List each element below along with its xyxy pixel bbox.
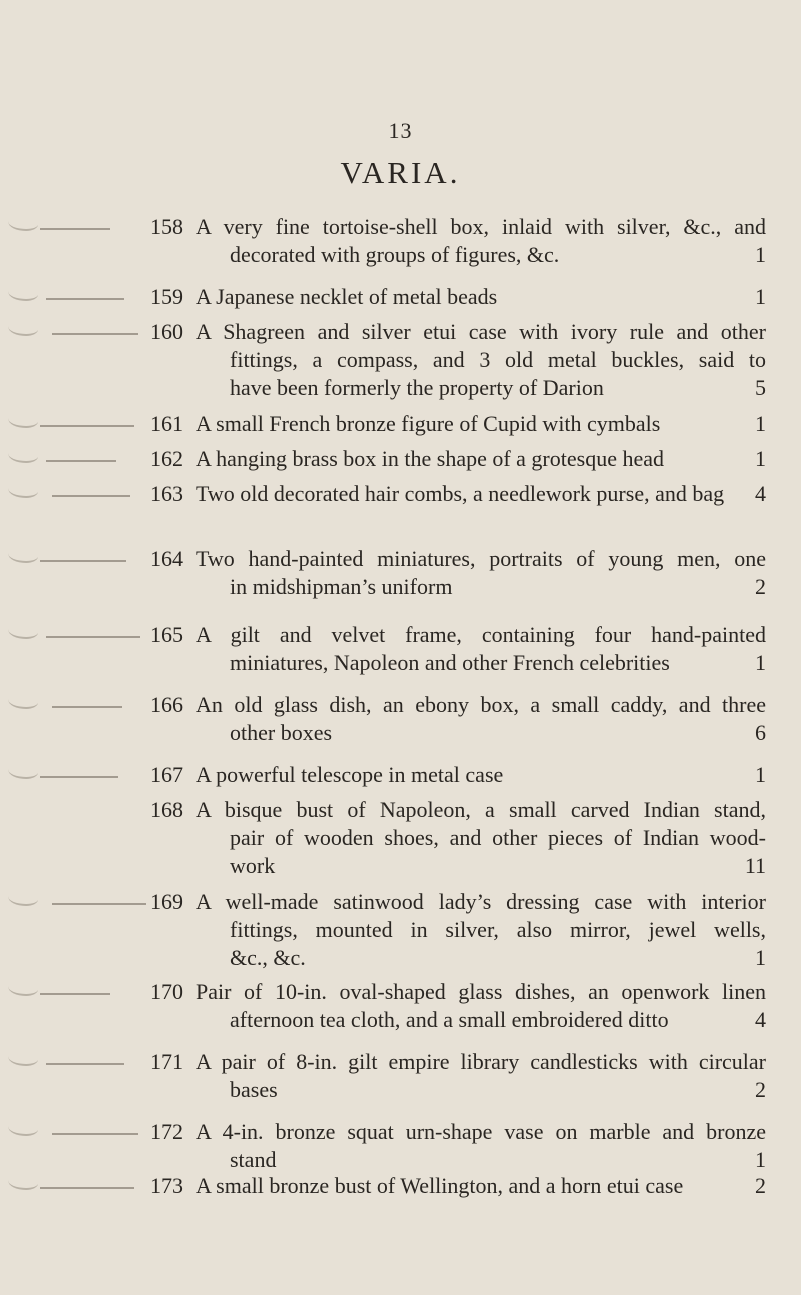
lot-description-line — [196, 888, 766, 916]
lot-description — [196, 318, 766, 402]
lot-description-text: A Shagreen and silver etui case with ivory rule and other — [196, 319, 766, 344]
lot-description-text: other boxes — [230, 720, 333, 745]
lot-description-text: Two old decorated hair combs, a needlework purse, and bag — [196, 481, 725, 506]
lot-description-line — [196, 761, 766, 789]
lot-description-text: decorated with groups of figures, &c. — [230, 242, 560, 267]
lot-description — [196, 1118, 766, 1174]
lot-number: 166 — [150, 692, 183, 717]
lot-description-line — [196, 621, 766, 649]
lot-number: 164 — [150, 546, 183, 571]
lot-quantity: 11 — [744, 853, 766, 878]
lot-description-line — [196, 1146, 766, 1174]
lot-description-line — [196, 719, 766, 747]
lot-description-text: stand — [230, 1147, 277, 1172]
pencil-scribble — [8, 1050, 38, 1066]
pencil-scribble — [8, 980, 38, 996]
lot-description — [196, 1172, 766, 1200]
lot-description-line — [196, 283, 766, 311]
pencil-mark — [52, 495, 130, 497]
pencil-scribble — [8, 547, 38, 563]
pencil-mark — [46, 298, 124, 300]
lot-description-line — [196, 1006, 766, 1034]
lot-description-line — [196, 916, 766, 944]
lot-quantity: 5 — [755, 375, 766, 400]
pencil-mark — [46, 636, 140, 638]
pencil-mark — [40, 1187, 134, 1189]
lot-description-text: A 4-in. bronze squat urn-shape vase on marble and bronze — [196, 1119, 766, 1144]
lot-description-text: A gilt and velvet frame, containing four hand-painted — [196, 622, 766, 647]
lot-quantity: 1 — [755, 284, 766, 309]
lot-description-line — [196, 573, 766, 601]
lot-description-text: A bisque bust of Napoleon, a small carved Indian stand, — [196, 797, 766, 822]
lot-description-text: pair of wooden shoes, and other pieces of Indian wood- — [230, 825, 766, 850]
lot-description-text: A well-made satinwood lady’s dressing case with interior — [196, 889, 766, 914]
lot-description-text: fittings, a compass, and 3 old metal buckles, said to — [230, 347, 766, 372]
lot-quantity: 2 — [755, 574, 766, 599]
lot-quantity: 1 — [755, 1147, 766, 1172]
lot-description-line — [196, 1118, 766, 1146]
lot-number: 167 — [150, 762, 183, 787]
lot-description-text: &c., &c. — [230, 945, 306, 970]
lot-description-line — [196, 852, 766, 880]
pencil-mark — [40, 560, 126, 562]
lot-number: 163 — [150, 481, 183, 506]
lot-description-text: afternoon tea cloth, and a small embroidered ditto — [230, 1007, 669, 1032]
pencil-mark — [52, 706, 122, 708]
lot-description-text: A small French bronze figure of Cupid with cymbals — [196, 411, 661, 436]
pencil-mark — [46, 1063, 124, 1065]
lot-description-line — [196, 944, 766, 972]
pencil-scribble — [8, 447, 38, 463]
lot-number: 162 — [150, 446, 183, 471]
lot-description-line — [196, 796, 766, 824]
lot-description — [196, 410, 766, 438]
lot-description — [196, 1048, 766, 1104]
lot-description-line — [196, 1048, 766, 1076]
pencil-mark — [52, 1133, 138, 1135]
lot-description-line — [196, 1076, 766, 1104]
lot-number: 165 — [150, 622, 183, 647]
lot-number: 172 — [150, 1119, 183, 1144]
pencil-scribble — [8, 215, 38, 231]
lot-description-text: A very fine tortoise-shell box, inlaid with silver, &c., and — [196, 214, 766, 239]
lot-number: 173 — [150, 1173, 183, 1198]
lot-description-text: Pair of 10-in. oval-shaped glass dishes, an openwork linen — [196, 979, 766, 1004]
lot-description-line — [196, 649, 766, 677]
lot-description-line — [196, 445, 766, 473]
lot-description-text: work — [230, 853, 276, 878]
lot-number: 159 — [150, 284, 183, 309]
lot-description-line — [196, 241, 766, 269]
pencil-mark — [40, 228, 110, 230]
lot-number: 170 — [150, 979, 183, 1004]
lot-description — [196, 545, 766, 601]
pencil-scribble — [8, 1174, 38, 1190]
lot-description-text: Two hand-painted miniatures, portraits of young men, one — [196, 546, 766, 571]
lot-description-line — [196, 374, 766, 402]
lot-number: 168 — [150, 797, 183, 822]
pencil-scribble — [8, 890, 38, 906]
pencil-mark — [40, 425, 134, 427]
lot-description — [196, 888, 766, 972]
lot-description-text: A Japanese necklet of metal beads — [196, 284, 498, 309]
lot-quantity: 1 — [755, 762, 766, 787]
pencil-mark — [40, 776, 118, 778]
pencil-mark — [52, 903, 146, 905]
lot-description-line — [196, 1172, 766, 1200]
lot-description-line — [196, 318, 766, 346]
pencil-mark — [52, 333, 138, 335]
lot-description — [196, 796, 766, 880]
pencil-scribble — [8, 763, 38, 779]
lot-description — [196, 480, 766, 508]
pencil-scribble — [8, 412, 38, 428]
lot-number: 161 — [150, 411, 183, 436]
lot-quantity: 1 — [755, 650, 766, 675]
pencil-scribble — [8, 1120, 38, 1136]
lot-description-text: in midshipman’s uniform — [230, 574, 453, 599]
pencil-mark — [40, 993, 110, 995]
lot-description-text: A powerful telescope in metal case — [196, 762, 504, 787]
lot-description-text: A small bronze bust of Wellington, and a horn etui case — [196, 1173, 684, 1198]
lot-quantity: 1 — [755, 945, 766, 970]
lot-description-line — [196, 213, 766, 241]
lot-description — [196, 691, 766, 747]
lot-description — [196, 621, 766, 677]
lot-description-text: have been formerly the property of Darion — [230, 375, 604, 400]
lot-description-line — [196, 978, 766, 1006]
lot-quantity: 4 — [755, 1007, 766, 1032]
pencil-scribble — [8, 623, 38, 639]
lot-description-line — [196, 691, 766, 719]
lot-quantity: 2 — [755, 1173, 766, 1198]
lot-number: 171 — [150, 1049, 183, 1074]
lot-description-line — [196, 410, 766, 438]
lot-description-line — [196, 480, 766, 508]
lot-number: 158 — [150, 214, 183, 239]
lot-description — [196, 445, 766, 473]
lot-quantity: 2 — [755, 1077, 766, 1102]
lot-description-line — [196, 824, 766, 852]
lot-description-line — [196, 545, 766, 573]
lot-description-text: An old glass dish, an ebony box, a small caddy, and three — [196, 692, 766, 717]
lot-description-text: fittings, mounted in silver, also mirror, jewel wells, — [230, 917, 766, 942]
pencil-scribble — [8, 482, 38, 498]
lot-description — [196, 761, 766, 789]
lot-description-text: A pair of 8-in. gilt empire library candlesticks with circular — [196, 1049, 766, 1074]
lot-description-text: bases — [230, 1077, 278, 1102]
lot-quantity: 1 — [755, 446, 766, 471]
lot-description-text: miniatures, Napoleon and other French celebrities — [230, 650, 670, 675]
lot-description — [196, 978, 766, 1034]
lot-quantity: 6 — [755, 720, 766, 745]
lot-description — [196, 283, 766, 311]
lot-description-line — [196, 346, 766, 374]
lot-quantity: 4 — [755, 481, 766, 506]
pencil-mark — [46, 460, 116, 462]
lot-number: 169 — [150, 889, 183, 914]
lot-quantity: 1 — [755, 242, 766, 267]
lot-description-text: A hanging brass box in the shape of a grotesque head — [196, 446, 664, 471]
page-number: 13 — [388, 118, 413, 143]
pencil-scribble — [8, 693, 38, 709]
lot-number: 160 — [150, 319, 183, 344]
lot-description — [196, 213, 766, 269]
section-title: VARIA. — [340, 155, 461, 190]
pencil-scribble — [8, 285, 38, 301]
lot-quantity: 1 — [755, 411, 766, 436]
pencil-scribble — [8, 320, 38, 336]
